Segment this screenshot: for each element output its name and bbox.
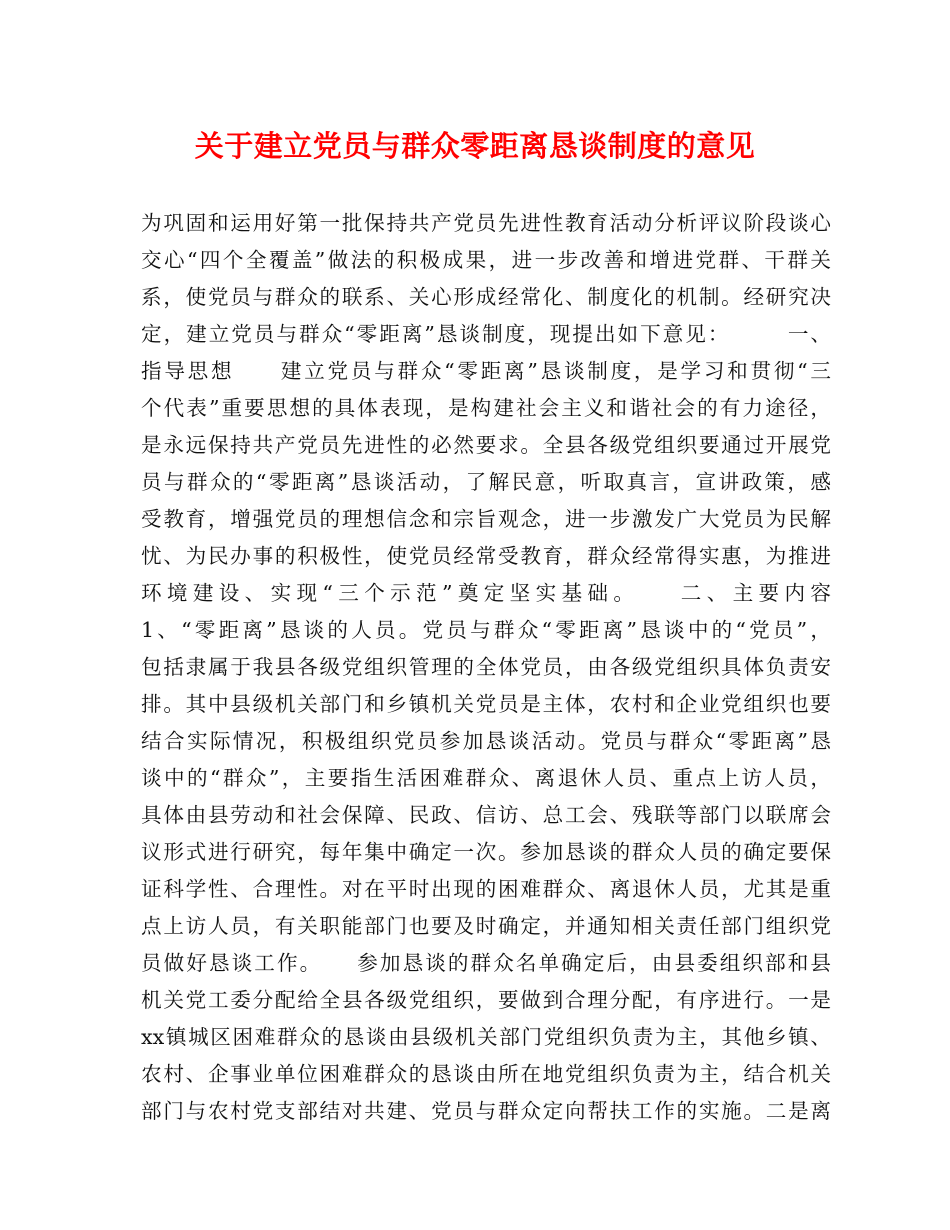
body-line: 员做好恳谈工作。 参加恳谈的群众名单确定后，由县委组织部和县 [141,951,831,975]
body-line: 员与群众的“零距离”恳谈活动，了解民意，听取真言，宣讲政策，感 [141,470,831,494]
body-line: 农村、企事业单位困难群众的恳谈由所在地党组织负责为主，结合机关 [141,1062,831,1086]
body-line: 点上访人员，有关职能部门也要及时确定，并通知相关责任部门组织党 [141,914,831,938]
body-line: 机关党工委分配给全县各级党组织，要做到合理分配，有序进行。一是 [141,988,831,1012]
body-line: 包括隶属于我县各级党组织管理的全体党员，由各级党组织具体负责安 [141,655,831,679]
body-line: 证科学性、合理性。对在平时出现的困难群众、离退休人员，尤其是重 [141,877,831,901]
body-line: 具体由县劳动和社会保障、民政、信访、总工会、残联等部门以联席会 [141,803,831,827]
body-line: 谈中的“群众”，主要指生活困难群众、离退休人员、重点上访人员， [141,766,831,790]
body-line: 受教育，增强党员的理想信念和宗旨观念，进一步激发广大党员为民解 [141,507,831,531]
body-line: 指导思想 建立党员与群众“零距离”恳谈制度，是学习和贯彻“三 [141,359,831,383]
body-line: 为巩固和运用好第一批保持共产党员先进性教育活动分析评议阶段谈心 [141,211,831,235]
body-line: 部门与农村党支部结对共建、党员与群众定向帮扶工作的实施。二是离 [141,1099,831,1123]
body-line: 忧、为民办事的积极性，使党员经常受教育，群众经常得实惠，为推进 [141,544,831,568]
body-line: 排。其中县级机关部门和乡镇机关党员是主体，农村和企业党组织也要 [141,692,831,716]
body-line: 系，使党员与群众的联系、关心形成经常化、制度化的机制。经研究决 [141,285,831,309]
document-title: 关于建立党员与群众零距离恳谈制度的意见 [194,129,756,163]
body-line: 1、“零距离”恳谈的人员。党员与群众“零距离”恳谈中的“党员”， [141,618,831,642]
body-line: 议形式进行研究，每年集中确定一次。参加恳谈的群众人员的确定要保 [141,840,831,864]
body-line: 定，建立党员与群众“零距离”恳谈制度，现提出如下意见： 一、 [141,322,831,346]
body-line: 环境建设、实现“三个示范”奠定坚实基础。 二、主要内容 [141,581,831,605]
body-line: 交心“四个全覆盖”做法的积极成果，进一步改善和增进党群、干群关 [141,248,831,272]
body-line: 是永远保持共产党员先进性的必然要求。全县各级党组织要通过开展党 [141,433,831,457]
document-body [141,205,831,1130]
body-line: 结合实际情况，积极组织党员参加恳谈活动。党员与群众“零距离”恳 [141,729,831,753]
body-line: 个代表”重要思想的具体表现，是构建社会主义和谐社会的有力途径， [141,396,831,420]
body-line: xx镇城区困难群众的恳谈由县级机关部门党组织负责为主，其他乡镇、 [141,1025,831,1049]
